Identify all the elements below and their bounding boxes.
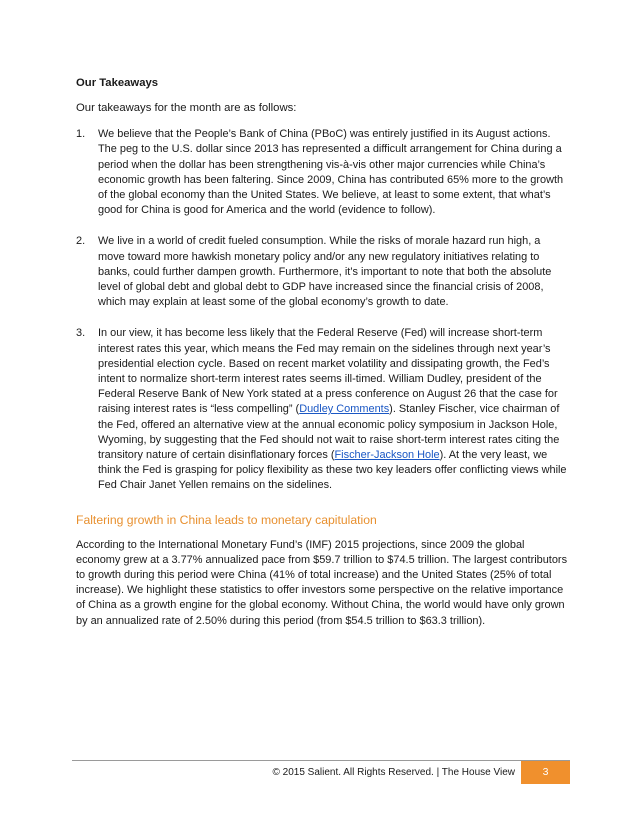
footer-divider bbox=[72, 760, 570, 761]
footer-copyright: © 2015 Salient. All Rights Reserved. | The House View bbox=[272, 767, 515, 778]
page-number-badge bbox=[521, 761, 570, 784]
fischer-jackson-hole-link[interactable]: Fischer-Jackson Hole bbox=[334, 449, 440, 462]
list-item-text-part3: ). At the very least, we think the Fed is grasping for policy flexibility as these two key leaders offer conflicting views while Fed Chair Janet Yellen remains on the sidelines. bbox=[98, 449, 567, 492]
list-item-number: 1. bbox=[76, 128, 86, 141]
page-number: 3 bbox=[542, 766, 549, 778]
section-paragraph: According to the International Monetary Fund’s (IMF) 2015 projections, since 2009 the global economy grew at a 3.77% annualized pace from $59.7 trillion to $74.5 trillion. The largest contributors to growth during this period were China (41% of total increase) and the United States (25% of total increase). We highlight these statistics to offer investors some perspective on the relative importance of China as a growth engine for the global economy. Without China, the world would have only grown by an annualized rate of 2.50% during this period (from $54.5 trillion to $63.3 trillion). bbox=[76, 538, 568, 627]
list-item-text: We believe that the People’s Bank of China (PBoC) was entirely justified in its August actions. The peg to the U.S. dollar since 2013 has represented a difficult arrangement for China during a period when the dollar has been strengthening vis-à-vis other major currencies while China’s economic growth has been faltering. Since 2009, China has contributed 65% more to the growth of the global economy than the United States. We believe, at least to some extent, that what’s good for China is good for America and the world (evidence to follow). bbox=[98, 128, 564, 217]
list-item bbox=[76, 127, 568, 218]
takeaways-intro: Our takeaways for the month are as follows: bbox=[76, 102, 297, 114]
list-item-number: 2. bbox=[76, 235, 86, 248]
list-item bbox=[76, 234, 568, 310]
list-item-number: 3. bbox=[76, 327, 86, 340]
takeaways-list bbox=[76, 127, 568, 493]
list-item-text-part1: In our view, it has become less likely that the Federal Reserve (Fed) will increase short-term interest rates this year, which means the Fed may remain on the sidelines through next year’s presidential election cycle. Based on recent market volatility and dissipating growth, the Fed’s intent to normalize short-term interest rates seems ill-timed. William Dudley, president of the Federal Reserve Bank of New York stated at a press conference on August 26 that the case for raising interest rates is “less compelling” ( bbox=[98, 327, 558, 416]
list-item-text-part2: ). Stanley Fischer, vice chairman of the Fed, offered an alternative view at the annual economic policy symposium in Jackson Hole, Wyoming, by suggesting that the Fed should not wait to raise short-term interest rates citing the transitory nature of certain disinflationary forces ( bbox=[98, 403, 560, 462]
section-heading: Faltering growth in China leads to monetary capitulation bbox=[76, 512, 377, 527]
dudley-comments-link[interactable]: Dudley Comments bbox=[299, 403, 390, 416]
list-item bbox=[76, 326, 568, 493]
page-content bbox=[76, 76, 568, 629]
list-item-text: We live in a world of credit fueled consumption. While the risks of morale hazard run high, a move toward more hawkish monetary policy and/or any new regulatory initiatives relating to banks, could further dampen growth. Furthermore, it’s important to note that both the absolute level of global debt and global debt to GDP have increased since the financial crisis of 2008, which may explain at least some of the global economy’s growth to date. bbox=[98, 235, 552, 309]
takeaways-title: Our Takeaways bbox=[76, 77, 159, 89]
